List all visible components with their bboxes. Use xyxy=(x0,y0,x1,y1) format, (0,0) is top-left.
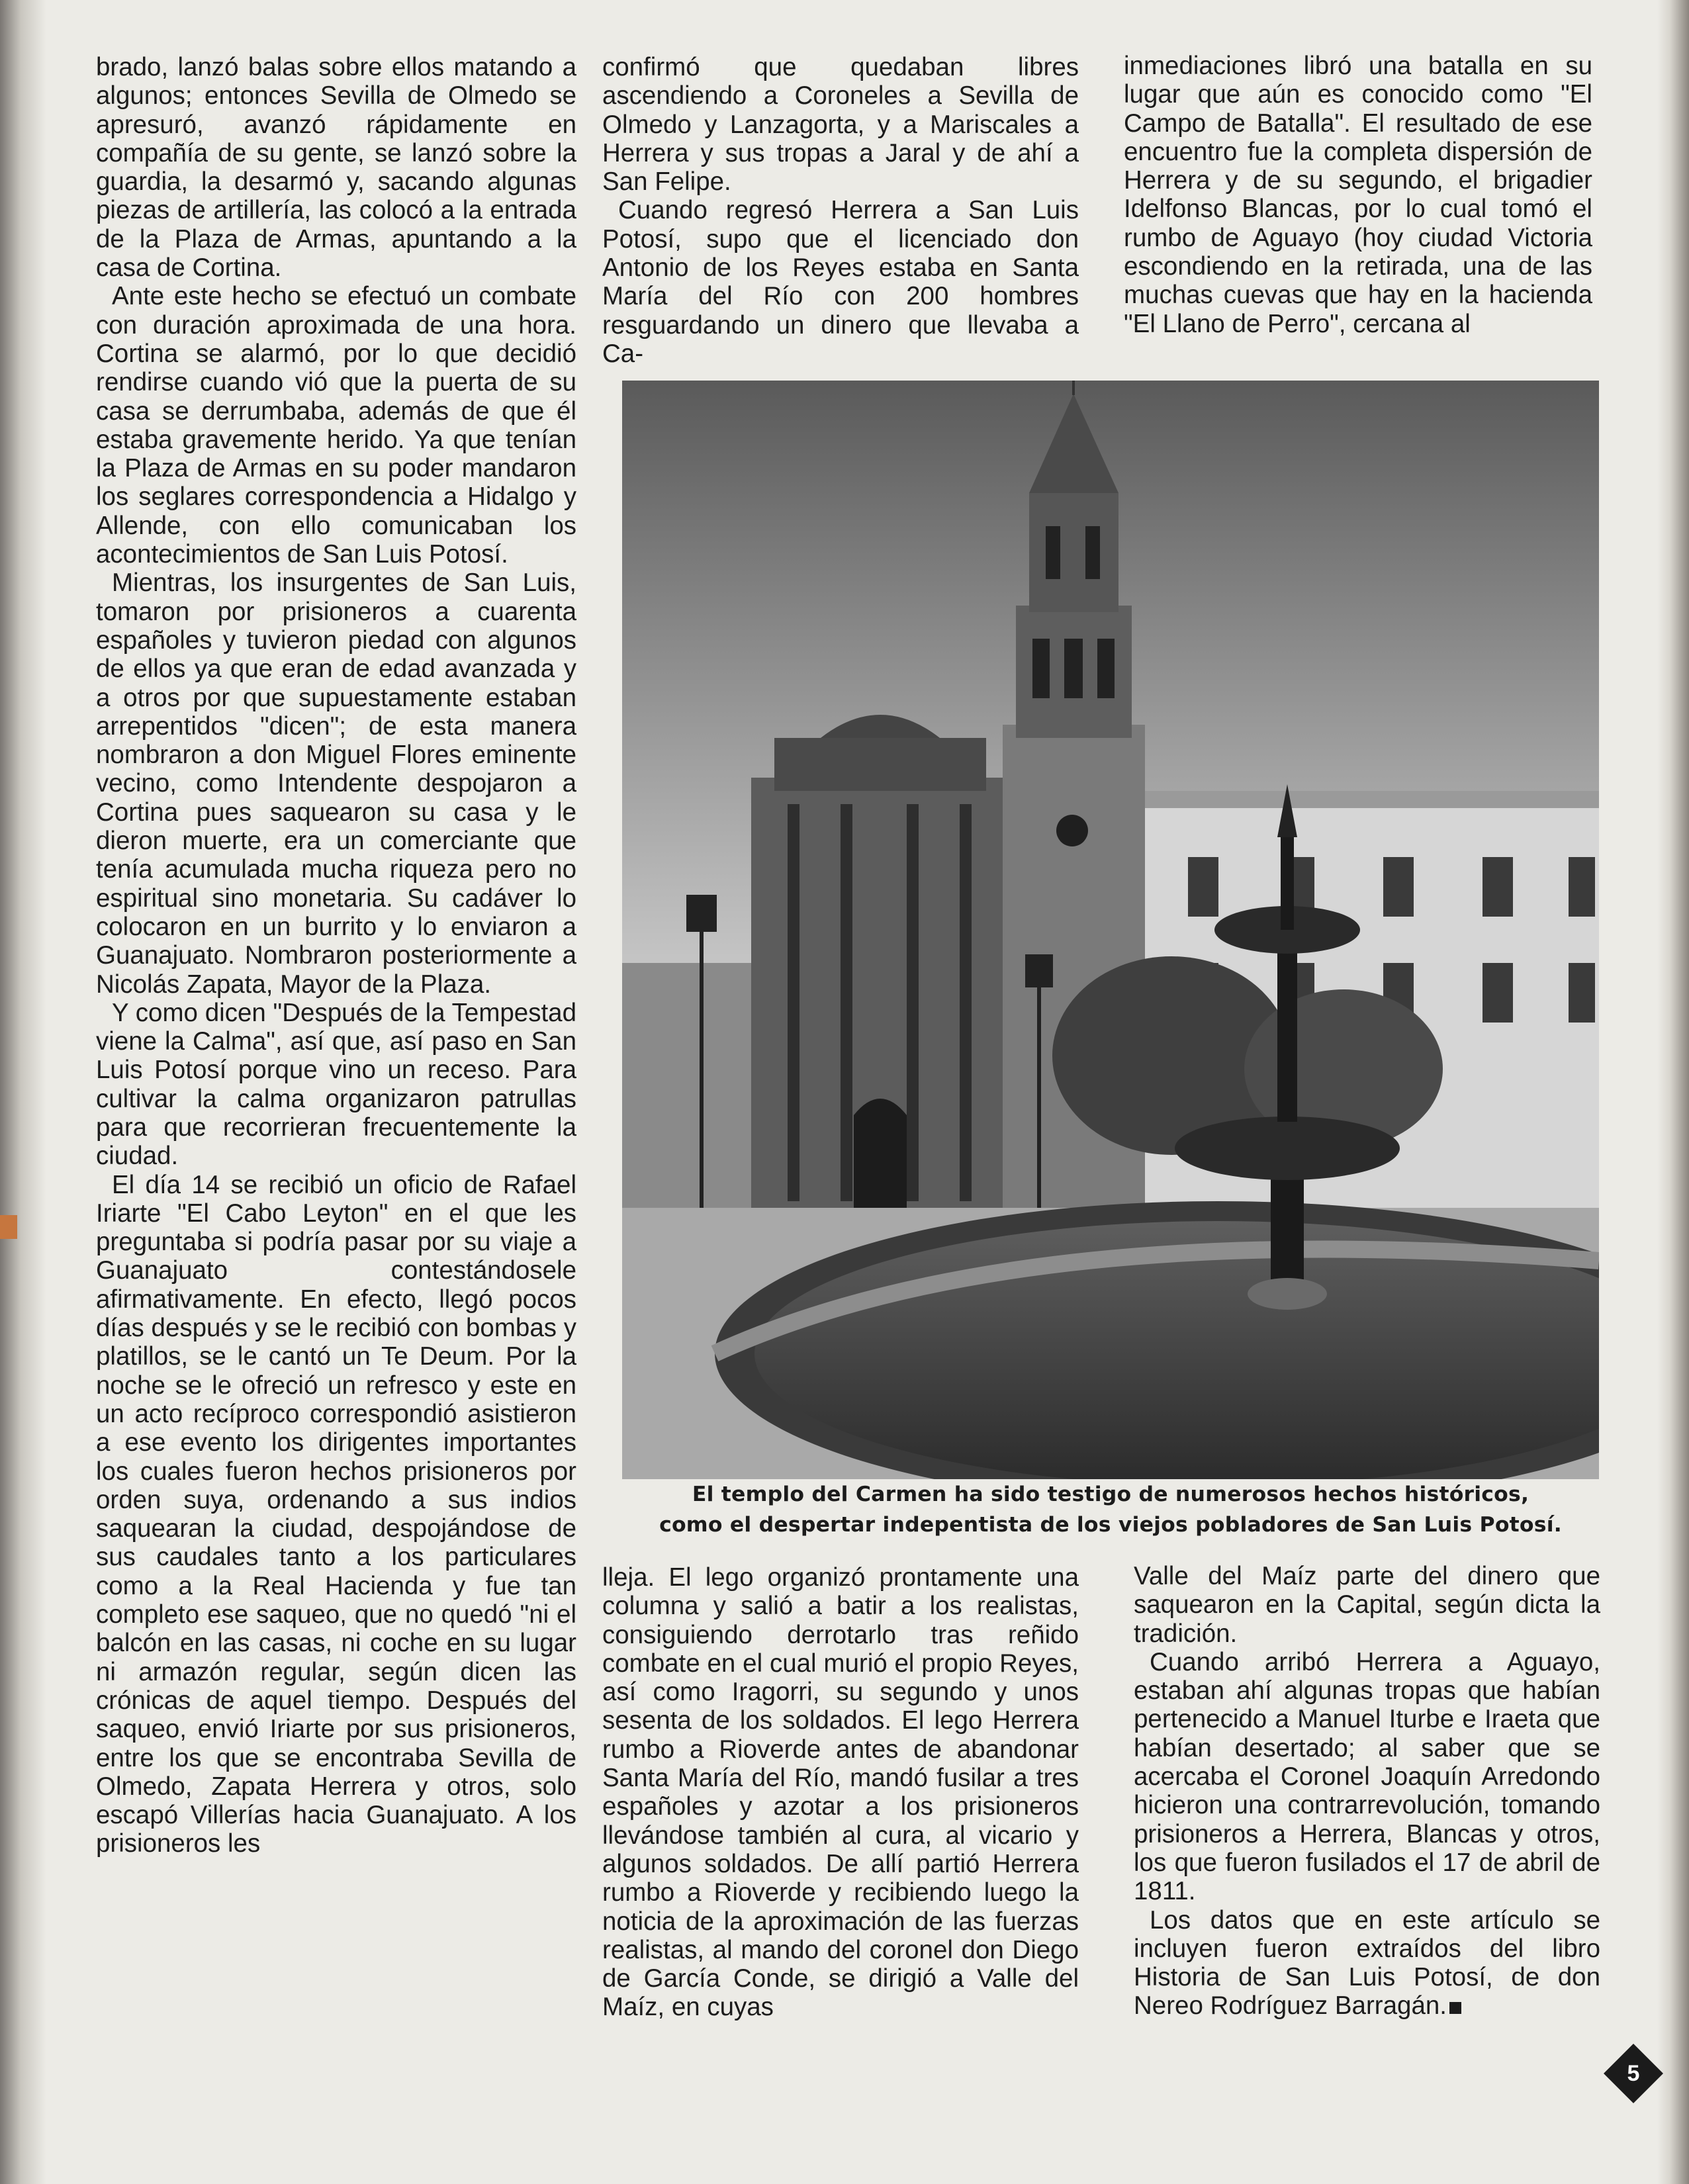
photo-templo-del-carmen xyxy=(622,381,1599,1479)
page-edge-mark xyxy=(0,1215,17,1239)
article-column-3-top xyxy=(1124,52,1592,338)
paragraph: El día 14 se recibió un oficio de Rafael Iriarte "El Cabo Leyton" en el que les preguntaba si podría pasar por su viaje a Guanajuato contestándosele afirmativamente. En efecto, llegó pocos días después y se le recibió con bombas y platillos, se le cantó un Te Deum. Por la noche se le ofreció un refresco y este en un acto recíproco correspondió asistieron a ese evento los dirigentes importantes los cuales fueron hechos prisioneros por orden suya, ordenando a sus indios saquearan la ciudad, despojándose de sus caudales tanto a los particulares como a la Real Hacienda y fue tan completo ese saqueo, que no quedó "ni el balcón en las casas, ni coche en su lugar ni armazón regular, según dicen las crónicas de aquel tiempo. Después del saqueo, envió Iriarte por sus prisioneros, entre los que se encontraba Sevilla de Olmedo, Zapata Herrera y otros, solo escapó Villerías hacia Guanajuato. A los prisioneros les xyxy=(96,1170,576,1858)
paragraph: lleja. El lego organizó prontamente una columna y salió a batir a los realistas, consiguiendo derrotarlo tras reñido combate en el cual murió el propio Reyes, así como Iragorri, su segundo y unos sesenta de los soldados. El lego Herrera rumbo a Rioverde antes de abandonar Santa María del Río, mandó fusilar a tres españoles y azotar a los prisioneros llevándose también al cura, al vicario y algunos soldados. De allí partió Herrera rumbo a Rioverde y recibiendo luego la noticia de la aproximación de las fuerzas realistas, al mando del coronel don Diego de García Conde, se dirigió a Valle del Maíz, en cuyas xyxy=(602,1563,1079,2022)
paragraph: Cuando regresó Herrera a San Luis Potosí, supo que el licenciado don Antonio de los Reyes estaba en Santa María del Río con 200 hombres resguardando un dinero que llevaba a Ca- xyxy=(602,196,1079,368)
article-column-1 xyxy=(96,53,576,1858)
paragraph: Cuando arribó Herrera a Aguayo, estaban ahí algunas tropas que habían pertenecido a Manuel Iturbe e Iraeta que habían desertado; al saber que se acercaba el Coronel Joaquín Arredondo hicieron una contrarrevolución, tomando prisioneros a Herrera, Blancas y otros, los que fueron fusilados el 17 de abril de 1811. xyxy=(1134,1647,1600,1906)
church-fountain-illustration xyxy=(622,381,1599,1479)
page-number: 5 xyxy=(1627,2061,1640,2086)
page-edge-shadow xyxy=(1657,0,1689,2184)
caption-line: El templo del Carmen ha sido testigo de numerosos hechos históricos, xyxy=(692,1482,1529,1506)
article-column-2-top xyxy=(602,53,1079,368)
page-gutter-shadow xyxy=(0,0,46,2184)
paragraph: confirmó que quedaban libres ascendiendo a Coroneles a Sevilla de Olmedo y Lanzagorta, y a Mariscales a Herrera y sus tropas a Jaral y de ahí a San Felipe. xyxy=(602,53,1079,197)
end-of-article-mark xyxy=(1449,2002,1461,2014)
paragraph: brado, lanzó balas sobre ellos matando a algunos; entonces Sevilla de Olmedo se apresuró, avanzó rápidamente en compañía de su gente, se lanzó sobre la guardia, la desarmó y, sacando algunas piezas de artillería, las colocó a la entrada de la Plaza de Armas, apuntando a la casa de Cortina. xyxy=(96,53,576,283)
article-column-3-bottom xyxy=(1134,1562,1600,2021)
paragraph: Mientras, los insurgentes de San Luis, tomaron por prisioneros a cuarenta españoles y tuvieron piedad con algunos de ellos ya que eran de edad avanzada y a otros por que supuestamente estaban arrepentidos "dicen"; de esta manera nombraron a don Miguel Flores eminente vecino, como Intendente despojaron a Cortina pues saquearon su casa y le dieron muerte, era un comerciante que tenía acumulada mucha riqueza pero no espiritual sino monetaria. Su cadáver lo colocaron en un burrito y lo enviaron a Guanajuato. Nombraron posteriormente a Nicolás Zapata, Mayor de la Plaza. xyxy=(96,569,576,999)
caption-line: como el despertar indepentista de los viejos pobladores de San Luis Potosí. xyxy=(659,1513,1562,1537)
photo-caption xyxy=(622,1479,1599,1540)
article-column-2-bottom xyxy=(602,1563,1079,2022)
paragraph: Y como dicen "Después de la Tempestad viene la Calma", así que, así paso en San Luis Potosí porque vino un receso. Para cultivar la calma organizaron patrullas para que recorrieran frecuentemente la ciudad. xyxy=(96,998,576,1171)
paragraph xyxy=(1134,1906,1600,2021)
paragraph-text: Los datos que en este artículo se incluyen fueron extraídos del libro Historia de San Luis Potosí, de don Nereo Rodríguez Barragán. xyxy=(1134,1905,1600,2021)
paragraph: Valle del Maíz parte del dinero que saquearon en la Capital, según dicta la tradición. xyxy=(1134,1562,1600,1648)
paragraph: inmediaciones libró una batalla en su lugar que aún es conocido como "El Campo de Batalla". El resultado de ese encuentro fue la completa dispersión de Herrera y de su segundo, el brigadier Idelfonso Blancas, por lo cual tomó el rumbo de Aguayo (hoy ciudad Victoria escondiendo en la retirada, una de las muchas cuevas que hay en la hacienda "El Llano de Perro", cercana al xyxy=(1124,52,1592,338)
paragraph: Ante este hecho se efectuó un combate con duración aproximada de una hora. Cortina se alarmó, por lo que decidió rendirse cuando vió que la puerta de su casa se derrumbaba, además de que él estaba gravemente herido. Ya que tenían la Plaza de Armas en su poder mandaron los seglares correspondencia a Hidalgo y Allende, con ello comunicaban los acontecimientos de San Luis Potosí. xyxy=(96,282,576,569)
